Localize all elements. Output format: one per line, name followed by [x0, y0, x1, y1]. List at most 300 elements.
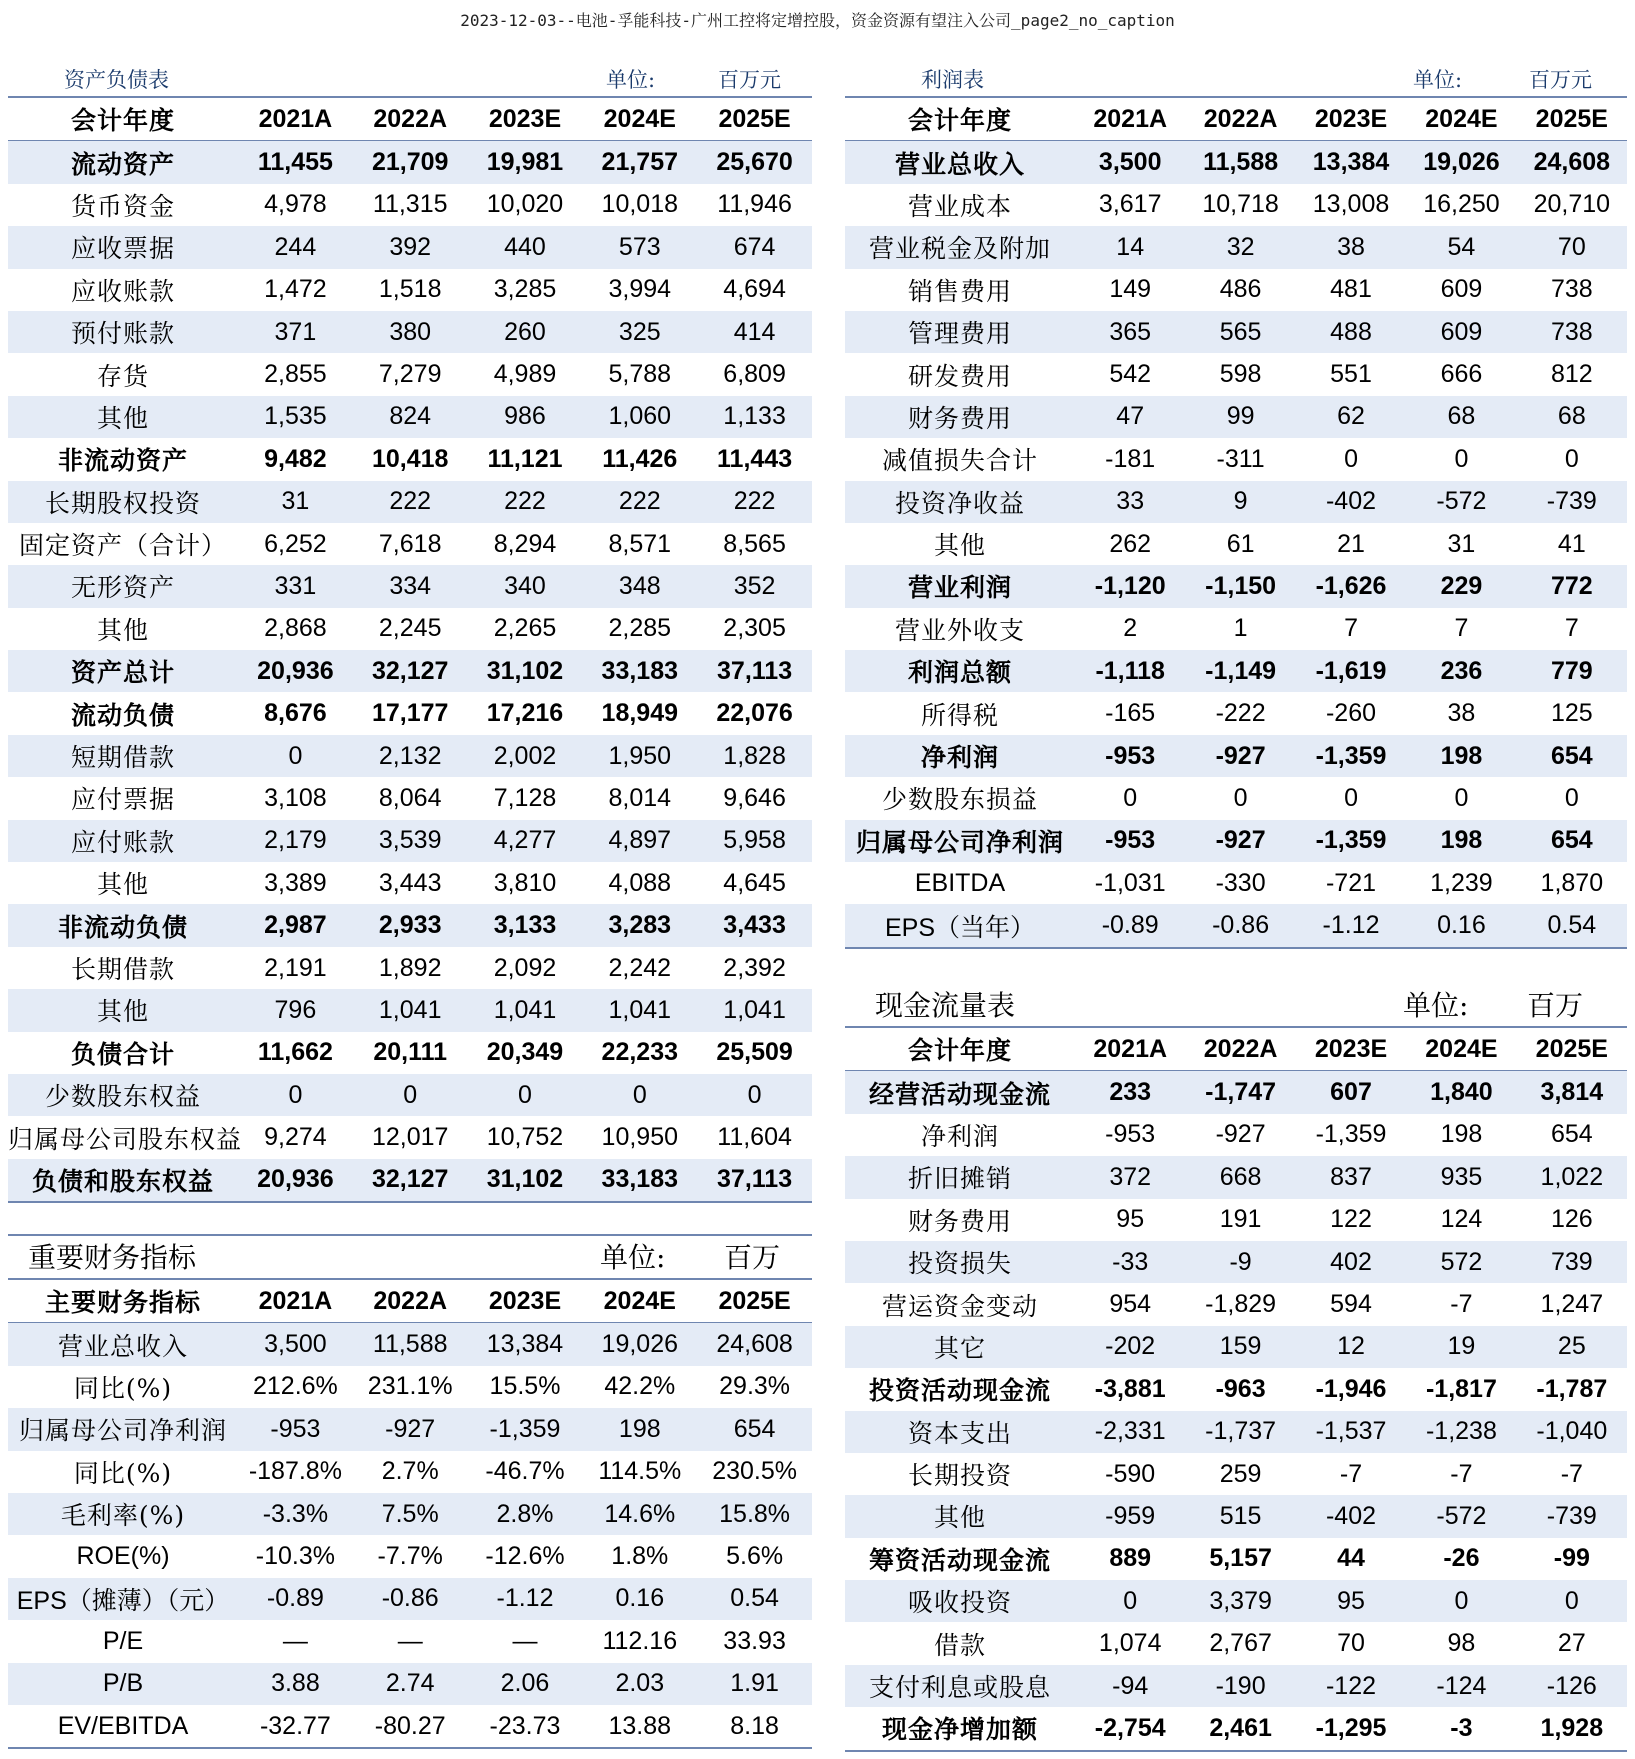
cell-value: 54: [1447, 232, 1476, 261]
cell-value: 8,294: [493, 529, 557, 558]
cell-value: 2,132: [378, 741, 442, 770]
table-row: [845, 608, 1627, 650]
row-label: 其他: [96, 870, 149, 900]
cell-value: 25: [1557, 1332, 1586, 1361]
cell-value: 1,041: [723, 995, 786, 1024]
cell-value: -953: [270, 1414, 321, 1443]
cell-value: 4,277: [493, 826, 557, 855]
row-label: 应付账款: [70, 827, 175, 857]
table-row: [845, 692, 1627, 734]
row-label: 流动资产: [70, 149, 175, 179]
cell-value: 3,500: [1098, 148, 1162, 177]
table-row: [845, 523, 1627, 565]
cell-value: 19,026: [1423, 148, 1500, 177]
cell-value: 340: [504, 571, 546, 600]
table-row: [845, 820, 1627, 862]
cell-value: 1.8%: [611, 1542, 669, 1571]
cell-value: 3,379: [1209, 1586, 1272, 1615]
cell-value: 33,183: [601, 1165, 679, 1194]
cell-value: -402: [1325, 1501, 1377, 1530]
cell-value: 29.3%: [719, 1372, 791, 1401]
cell-value: -1,737: [1205, 1417, 1277, 1446]
table-row: [845, 735, 1627, 777]
cell-value: 10,752: [486, 1123, 564, 1152]
cell-value: 986: [504, 402, 546, 431]
cell-value: 325: [618, 317, 661, 346]
year-header: 2023E: [488, 1286, 562, 1315]
cell-value: 1,239: [1430, 868, 1493, 897]
cell-value: 1,928: [1540, 1713, 1604, 1742]
cell-value: 37,113: [717, 656, 793, 685]
row-label: 现金净增加额: [881, 1715, 1038, 1745]
row-label: 经营活动现金流: [868, 1079, 1051, 1109]
cell-value: 230.5%: [712, 1457, 797, 1486]
cell-value: 607: [1330, 1078, 1372, 1107]
cell-value: 3,810: [493, 868, 557, 897]
table-row: [8, 777, 812, 819]
row-label: 财务费用: [907, 403, 1012, 433]
cell-value: -953: [1105, 741, 1156, 770]
cell-value: 1,840: [1430, 1078, 1493, 1107]
cell-value: 13,008: [1312, 190, 1390, 219]
row-label: 固定资产（合计）: [18, 531, 227, 561]
cell-value: 114.5%: [598, 1457, 682, 1486]
cell-value: 12,017: [371, 1123, 449, 1152]
cell-value: 837: [1330, 1162, 1372, 1191]
year-header: 2023E: [488, 104, 562, 133]
cell-value: 4,989: [493, 360, 557, 389]
cell-value: 7,128: [493, 783, 557, 812]
row-label: 所得税: [920, 700, 999, 730]
cell-value: 3,285: [493, 275, 557, 304]
column-header-label: 主要财务指标: [44, 1288, 201, 1318]
cell-value: 19,026: [601, 1330, 679, 1359]
cell-value: 594: [1330, 1290, 1372, 1319]
cell-value: -1,238: [1425, 1417, 1497, 1446]
cell-value: 19: [1447, 1332, 1476, 1361]
cell-value: 33: [1116, 487, 1145, 516]
table-row: [845, 226, 1627, 268]
unit-label: 单位:: [1403, 989, 1469, 1022]
row-label: 投资损失: [907, 1249, 1012, 1279]
table-row: [845, 141, 1627, 183]
cell-value: 0: [288, 741, 303, 770]
cell-value: 0.54: [730, 1584, 779, 1613]
cell-value: 2,245: [378, 614, 442, 643]
column-header-row: [845, 98, 1627, 141]
cell-value: 11,604: [717, 1123, 792, 1152]
cell-value: -1.12: [496, 1584, 554, 1613]
cell-value: 25,670: [716, 148, 793, 177]
cell-value: 654: [1550, 1120, 1593, 1149]
cell-value: -927: [385, 1414, 436, 1443]
cell-value: -1,946: [1315, 1374, 1387, 1403]
cell-value: -572: [1436, 487, 1487, 516]
table-end-rule: [8, 1747, 812, 1749]
year-header: 2024E: [603, 1286, 676, 1315]
cell-value: -959: [1105, 1501, 1156, 1530]
cell-value: 27: [1557, 1629, 1586, 1658]
cell-value: 348: [618, 571, 661, 600]
key-ratios-header: [8, 1234, 812, 1280]
year-header: 2025E: [718, 104, 791, 133]
cell-value: 0: [632, 1080, 647, 1109]
cell-value: 1,074: [1098, 1629, 1162, 1658]
year-header: 2021A: [258, 1286, 333, 1315]
cell-value: 32: [1226, 232, 1255, 261]
row-label: P/B: [102, 1669, 144, 1698]
table-row: [845, 1114, 1627, 1156]
cell-value: 414: [733, 317, 776, 346]
cell-value: -1,747: [1205, 1078, 1277, 1107]
header-rule: [8, 96, 812, 98]
cell-value: 666: [1440, 360, 1483, 389]
table-row: [8, 692, 812, 734]
key-ratios-rows: [8, 1323, 812, 1747]
row-label: 应收票据: [70, 234, 175, 264]
cell-value: 0: [1344, 444, 1358, 473]
cell-value: 9,646: [723, 783, 786, 812]
cell-value: 70: [1337, 1629, 1365, 1658]
cell-value: 4,645: [723, 868, 786, 897]
cell-value: 565: [1219, 317, 1262, 346]
cell-value: -1,626: [1315, 571, 1387, 600]
cell-value: 380: [389, 317, 432, 346]
cell-value: 8,571: [608, 529, 672, 558]
cell-value: 222: [618, 487, 661, 516]
cell-value: 654: [733, 1414, 776, 1443]
table-row: [8, 184, 812, 226]
cell-value: 21,757: [601, 148, 679, 177]
cell-value: 372: [1109, 1162, 1152, 1191]
cell-value: -99: [1553, 1544, 1590, 1573]
unit-label: 单位:: [1413, 68, 1463, 92]
cell-value: 1,535: [264, 402, 327, 431]
cell-value: -187.8%: [248, 1457, 342, 1486]
cell-value: 0.16: [1437, 911, 1486, 940]
income-statement-title: 利润表: [921, 68, 984, 92]
table-row: [845, 353, 1627, 395]
row-label: EBITDA: [914, 868, 1006, 897]
table-row: [845, 1241, 1627, 1283]
cell-value: 14.6%: [604, 1499, 676, 1528]
cell-value: 95: [1337, 1586, 1365, 1615]
cell-value: 609: [1440, 317, 1483, 346]
year-header: 2023E: [1314, 104, 1388, 133]
cell-value: -9: [1229, 1247, 1252, 1276]
cell-value: 3,283: [608, 911, 672, 940]
row-label: 资本支出: [907, 1418, 1012, 1448]
row-label: 其它: [933, 1333, 986, 1363]
year-header: 2024E: [1425, 104, 1498, 133]
year-header: 2022A: [373, 104, 448, 133]
cell-value: -3: [1450, 1713, 1473, 1742]
cell-value: 2,933: [378, 911, 442, 940]
cell-value: 3,443: [378, 868, 442, 897]
row-label: 筹资活动现金流: [868, 1545, 1051, 1575]
cell-value: 609: [1440, 275, 1483, 304]
row-label: 长期借款: [70, 955, 175, 984]
cell-value: 126: [1550, 1205, 1593, 1234]
cell-value: -1,829: [1205, 1290, 1277, 1319]
cell-value: 222: [389, 487, 432, 516]
row-label: 同比(%): [73, 1458, 173, 1488]
cell-value: 24,608: [1533, 148, 1611, 177]
cell-value: 3,539: [378, 826, 442, 855]
table-row: [8, 1074, 812, 1116]
row-label: 利润总额: [907, 658, 1012, 688]
cell-value: 1,247: [1540, 1290, 1604, 1319]
row-label: 短期借款: [70, 743, 175, 773]
row-label: 非流动资产: [57, 446, 188, 476]
row-label: 归属母公司净利润: [18, 1416, 227, 1446]
cell-value: 2,392: [723, 953, 786, 982]
cell-value: 4,088: [608, 868, 672, 897]
cell-value: 2,987: [264, 911, 327, 940]
income-statement-rows: [845, 141, 1627, 946]
cell-value: 0: [1123, 1586, 1138, 1615]
cell-value: 0: [288, 1080, 303, 1109]
balance-sheet-rows: [8, 141, 812, 1201]
row-label: 投资活动现金流: [868, 1376, 1051, 1406]
table-row: [8, 311, 812, 353]
cell-value: -739: [1546, 487, 1597, 516]
year-header: 2024E: [603, 104, 676, 133]
cell-value: 12: [1337, 1332, 1365, 1361]
cell-value: -2,754: [1094, 1713, 1166, 1742]
cell-value: -26: [1443, 1544, 1480, 1573]
cell-value: 954: [1109, 1290, 1152, 1319]
cell-value: 3,500: [264, 1330, 327, 1359]
column-header-row: [8, 98, 812, 141]
cell-value: 1: [1233, 614, 1248, 643]
table-row: [845, 904, 1627, 946]
cell-value: 3,814: [1540, 1078, 1604, 1107]
cell-value: -122: [1325, 1671, 1377, 1700]
cell-value: -953: [1105, 1120, 1156, 1149]
table-row: [845, 650, 1627, 692]
cell-value: 5.6%: [726, 1542, 784, 1571]
cell-value: 3,433: [723, 911, 786, 940]
cell-value: 654: [1550, 741, 1593, 770]
year-header: 2021A: [258, 104, 333, 133]
row-label: 存货: [96, 361, 149, 391]
year-header: 2021A: [1093, 1034, 1168, 1063]
cell-value: 24,608: [716, 1330, 793, 1359]
table-end-rule: [845, 947, 1627, 949]
cell-value: 668: [1219, 1162, 1262, 1191]
cell-value: -1,817: [1425, 1374, 1497, 1403]
year-header: 2025E: [1535, 104, 1608, 133]
balance-sheet-header: [8, 54, 812, 98]
cell-value: -927: [1215, 826, 1266, 855]
cell-value: 244: [274, 232, 317, 261]
table-row: [8, 862, 812, 904]
row-label: 其他: [96, 403, 149, 433]
cell-value: 10,950: [601, 1123, 679, 1152]
cell-value: 11,946: [717, 190, 792, 219]
cell-value: 2,265: [493, 614, 557, 643]
row-label: 研发费用: [907, 361, 1012, 391]
cash-flow-rows: [845, 1071, 1627, 1749]
cell-value: 2.7%: [381, 1457, 439, 1486]
cell-value: 440: [504, 232, 546, 261]
cell-value: -1,619: [1315, 656, 1387, 685]
cell-value: -190: [1215, 1671, 1266, 1700]
year-header: 2022A: [1203, 1034, 1278, 1063]
table-row: [8, 1116, 812, 1158]
row-label: 少数股东损益: [881, 785, 1038, 815]
cell-value: 20,111: [373, 1038, 448, 1067]
cell-value: —: [512, 1626, 538, 1655]
cell-value: -402: [1325, 487, 1377, 516]
cell-value: -1,150: [1205, 571, 1277, 600]
cell-value: 2.8%: [496, 1499, 554, 1528]
row-label: 资产总计: [70, 658, 175, 688]
cell-value: 551: [1330, 360, 1372, 389]
cell-value: -181: [1105, 444, 1156, 473]
cell-value: -10.3%: [255, 1542, 335, 1571]
cell-value: 3,617: [1098, 190, 1162, 219]
cell-value: 738: [1550, 317, 1593, 346]
table-row: [845, 1622, 1627, 1664]
cell-value: 229: [1440, 571, 1483, 600]
row-label: 少数股东权益: [44, 1082, 201, 1112]
table-row: [845, 862, 1627, 904]
cell-value: 598: [1219, 360, 1262, 389]
cell-value: -46.7%: [485, 1457, 565, 1486]
table-row: [8, 1323, 812, 1365]
row-label: 管理费用: [907, 319, 1012, 349]
row-label: 其他: [96, 615, 149, 645]
row-label: 支付利息或股息: [868, 1673, 1051, 1703]
cell-value: -311: [1216, 444, 1265, 473]
cell-value: 4,897: [608, 826, 672, 855]
cell-value: 70: [1557, 232, 1586, 261]
cell-value: 31: [281, 487, 310, 516]
cell-value: 9,274: [264, 1123, 327, 1152]
cell-value: -927: [1215, 1120, 1266, 1149]
cell-value: 7.5%: [381, 1499, 439, 1528]
row-label: 营业总收入: [57, 1331, 188, 1361]
table-row: [845, 184, 1627, 226]
cell-value: 20,349: [486, 1038, 564, 1067]
table-row: [8, 1408, 812, 1450]
table-row: [8, 1663, 812, 1705]
row-label: EV/EBITDA: [57, 1711, 189, 1740]
cell-value: -1,295: [1315, 1713, 1387, 1742]
table-row: [845, 438, 1627, 480]
table-row: [845, 396, 1627, 438]
cell-value: -1,359: [1315, 826, 1387, 855]
table-row: [8, 1620, 812, 1662]
row-label: 销售费用: [907, 276, 1012, 306]
table-row: [8, 523, 812, 565]
row-label: 流动负债: [70, 700, 175, 730]
cell-value: 4,694: [723, 275, 786, 304]
table-row: [8, 1451, 812, 1493]
table-row: [845, 1071, 1627, 1113]
row-label: 其他: [933, 1503, 986, 1533]
cell-value: 654: [1550, 826, 1593, 855]
cell-value: -1,359: [1315, 1120, 1387, 1149]
row-label: 无形资产: [70, 573, 175, 603]
cell-value: 20,710: [1533, 190, 1611, 219]
cell-value: -2,331: [1094, 1417, 1166, 1446]
document-title: 2023-12-03--电池-孚能科技-广州工控将定增控股，资金资源有望注入公司_page2_no_caption: [460, 11, 1175, 30]
cell-value: 674: [733, 232, 776, 261]
cell-value: 259: [1219, 1459, 1262, 1488]
row-label: 折旧摊销: [907, 1164, 1012, 1194]
table-row: [845, 1538, 1627, 1580]
cell-value: 191: [1219, 1205, 1262, 1234]
cell-value: -260: [1325, 699, 1377, 728]
table-row: [8, 1535, 812, 1577]
cell-value: 824: [389, 402, 432, 431]
cell-value: 8,676: [264, 699, 327, 728]
row-label: 净利润: [920, 1121, 999, 1151]
cell-value: -7: [1560, 1459, 1583, 1488]
row-label: P/E: [102, 1626, 144, 1655]
cell-value: -222: [1215, 699, 1266, 728]
cell-value: 7,279: [378, 360, 442, 389]
key-ratios-panel: [8, 1234, 812, 1749]
header-rule: [845, 96, 1627, 98]
cell-value: 486: [1219, 275, 1262, 304]
unit-value: 百万: [724, 1241, 781, 1274]
cell-value: -963: [1215, 1374, 1266, 1403]
cell-value: 1,041: [378, 995, 442, 1024]
table-row: [845, 1411, 1627, 1453]
cell-value: 198: [1440, 741, 1483, 770]
cell-value: 15.5%: [489, 1372, 561, 1401]
cell-value: 17,177: [371, 699, 449, 728]
column-header-row: [845, 1028, 1627, 1071]
cell-value: 0: [1454, 1586, 1469, 1615]
cell-value: 68: [1557, 402, 1586, 431]
cell-value: 15.8%: [719, 1499, 791, 1528]
cell-value: 573: [618, 232, 661, 261]
table-row: [845, 777, 1627, 819]
table-row: [8, 1032, 812, 1074]
table-row: [845, 269, 1627, 311]
row-label: 同比(%): [73, 1373, 173, 1403]
table-row: [8, 1159, 812, 1201]
cell-value: -1,040: [1536, 1417, 1608, 1446]
cell-value: 22,076: [716, 699, 793, 728]
cell-value: 38: [1337, 232, 1365, 261]
cell-value: 392: [389, 232, 432, 261]
cell-value: 2,242: [608, 953, 672, 982]
cell-value: 0: [1564, 444, 1579, 473]
row-label: 其他: [933, 531, 986, 561]
cell-value: 8,014: [608, 783, 672, 812]
cell-value: 2,092: [493, 953, 557, 982]
cell-value: 10,020: [486, 190, 564, 219]
cell-value: 198: [1440, 1120, 1483, 1149]
income-statement-panel: [845, 54, 1627, 949]
cell-value: 231.1%: [367, 1372, 453, 1401]
unit-value: 百万: [1527, 989, 1584, 1022]
row-label: 减值损失合计: [881, 446, 1038, 476]
table-row: [845, 1453, 1627, 1495]
table-row: [845, 1665, 1627, 1707]
cell-value: 25,509: [716, 1038, 793, 1067]
cell-value: 7: [1454, 614, 1469, 643]
cell-value: 402: [1330, 1247, 1372, 1276]
cell-value: 41: [1557, 529, 1586, 558]
row-label: EPS（当年）: [884, 913, 1036, 942]
